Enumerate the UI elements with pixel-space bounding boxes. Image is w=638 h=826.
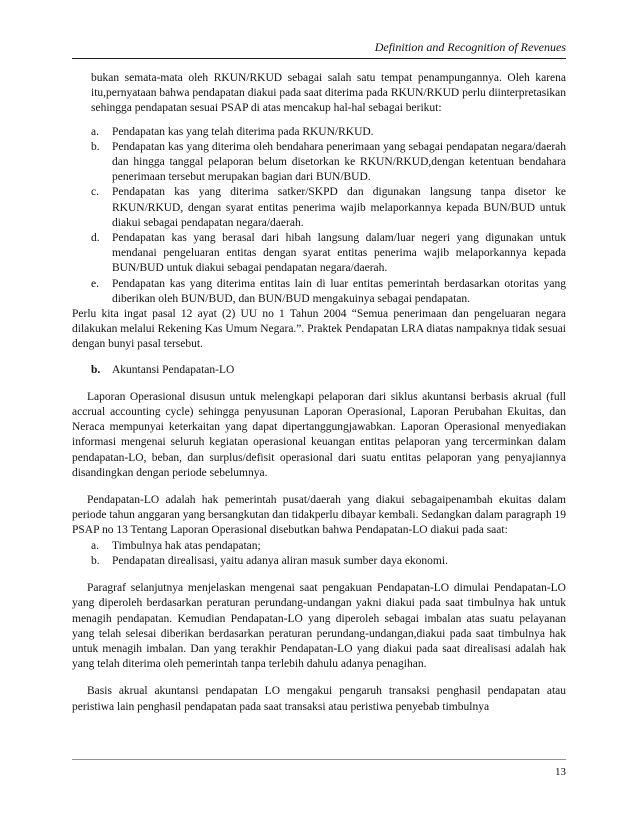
running-header (72, 40, 566, 59)
list-item: b. Pendapatan kas yang diterima oleh bendahara penerimaan yang sebagai pendapatan negara/daerah dan hingga tanggal pelaporan belum disetorkan ke RKUN/RKUD,dengan ketentuan bendahara penerimaan tersebut merupakan bagian dari BUN/BUD. (91, 140, 566, 184)
page-footer (72, 759, 566, 778)
recognition-list (91, 539, 566, 569)
lo-paragraph-1: Laporan Operasional disusun untuk melengkapi pelaporan dari siklus akuntansi berbasis akrual (full accrual accounting cycle) sehingga penyusunan Laporan Operasional, Laporan Perubahan Ekuitas, dan Neraca mempunyai keterkaitan yang dapat dipertanggungjawabkan. Laporan Operasional menyediakan informasi mengenai seluruh kegiatan operasional keuangan entitas pelaporan yang tercerminkan dalam pendapatan-LO, beban, dan surplus/defisit operasional dari suatu entitas pelaporan yang penyajiannya disandingkan dengan periode sebelumnya. (72, 390, 566, 479)
list-item: c. Pendapatan kas yang diterima satker/SKPD dan digunakan langsung tanpa disetor ke RKUN/RKUD, dengan syarat entitas penerima wajib melaporkannya kepada BUN/BUD untuk diakui sebagai pendapatan negara/daerah. (91, 186, 566, 229)
page-body (72, 71, 567, 715)
list-item: a. Timbulnya hak atas pendapatan; (91, 539, 261, 552)
list-item: a. Pendapatan kas yang telah diterima pada RKUN/RKUD. (91, 125, 374, 138)
list-item: e. Pendapatan kas yang diterima entitas lain di luar entitas pemerintah berdasarkan otoritas yang diberikan oleh BUN/BUD, dan BUN/BUD mengakuinya sebagai pendapatan. (91, 277, 566, 305)
lo-paragraph-2: Pendapatan-LO adalah hak pemerintah pusat/daerah yang diakui sebagaipenambah ekuitas dalam periode tahun anggaran yang bersangkutan dan tidakperlu dibayar kembali. Sedangkan dalam paragraph 19 PSAP no 13 Tentang Laporan Operasional disebutkan bahwa Pendapatan-LO diakui pada saat: (72, 494, 567, 537)
uu-paragraph: Perlu kita ingat pasal 12 ayat (2) UU no 1 Tahun 2004 “Semua penerimaan dan pengeluaran negara dilakukan melalui Rekening Kas Umum Negara.”. Praktek Pendapatan LRA diatas nampaknya tidak sesuai dengan bunyi pasal tersebut. (72, 308, 566, 351)
intro-paragraph: bukan semata-mata oleh RKUN/RKUD sebagai salah satu tempat penampungannya. Oleh karena itu,pernyataan bahwa pendapatan diakui pada saat diterima pada RKUN/RKUD perlu diinterpretasikan sehingga pendapatan sesuai PSAP di atas mencakup hal-hal sebagai berikut: (91, 72, 566, 115)
section-title: Akuntansi Pendapatan-LO (112, 363, 235, 376)
page-number: 13 (555, 766, 566, 778)
list-item: d. Pendapatan kas yang berasal dari hibah langsung dalam/luar negeri yang digunakan untuk mendanai pengeluaran entitas dengan syarat entitas penerima wajib melaporkannya kepada BUN/BUD untuk diakui sebagai pendapatan negara/daerah. (91, 232, 566, 275)
section-label: b. (91, 363, 101, 376)
lo-paragraph-3: Paragraf selanjutnya menjelaskan mengenai saat pengakuan Pendapatan-LO dimulai Pendapatan-LO yang diperoleh berdasarkan peraturan perundang-undangan yakni diakui pada saat timbulnya hak untuk menagih pendapatan. Kemudian Pendapatan-LO yang diperoleh sebagai imbalan atas suatu pelayanan yang telah selesai diberikan berdasarkan peraturan perundang-undangan,diakui pada saat timbulnya hak untuk menagih imbalan. Dan yang terakhir Pendapatan-LO yang diakui pada saat direalisasi adalah hak yang telah diterima oleh pemerintah tanpa terlebih dahulu adanya penagihan. (72, 582, 566, 671)
list-item: b. Pendapatan direalisasi, yaitu adanya aliran masuk sumber daya ekonomi. (91, 554, 448, 567)
lo-paragraph-4: Basis akrual akuntansi pendapatan LO mengakui pengaruh transaksi penghasil pendapatan atau peristiwa lain penghasil pendapatan pada saat transaksi atau peristiwa penyebab timbulnya (72, 685, 566, 713)
header-title: Definition and Recognition of Revenues (374, 40, 566, 54)
revenue-list (91, 125, 566, 307)
section-heading (91, 363, 566, 378)
